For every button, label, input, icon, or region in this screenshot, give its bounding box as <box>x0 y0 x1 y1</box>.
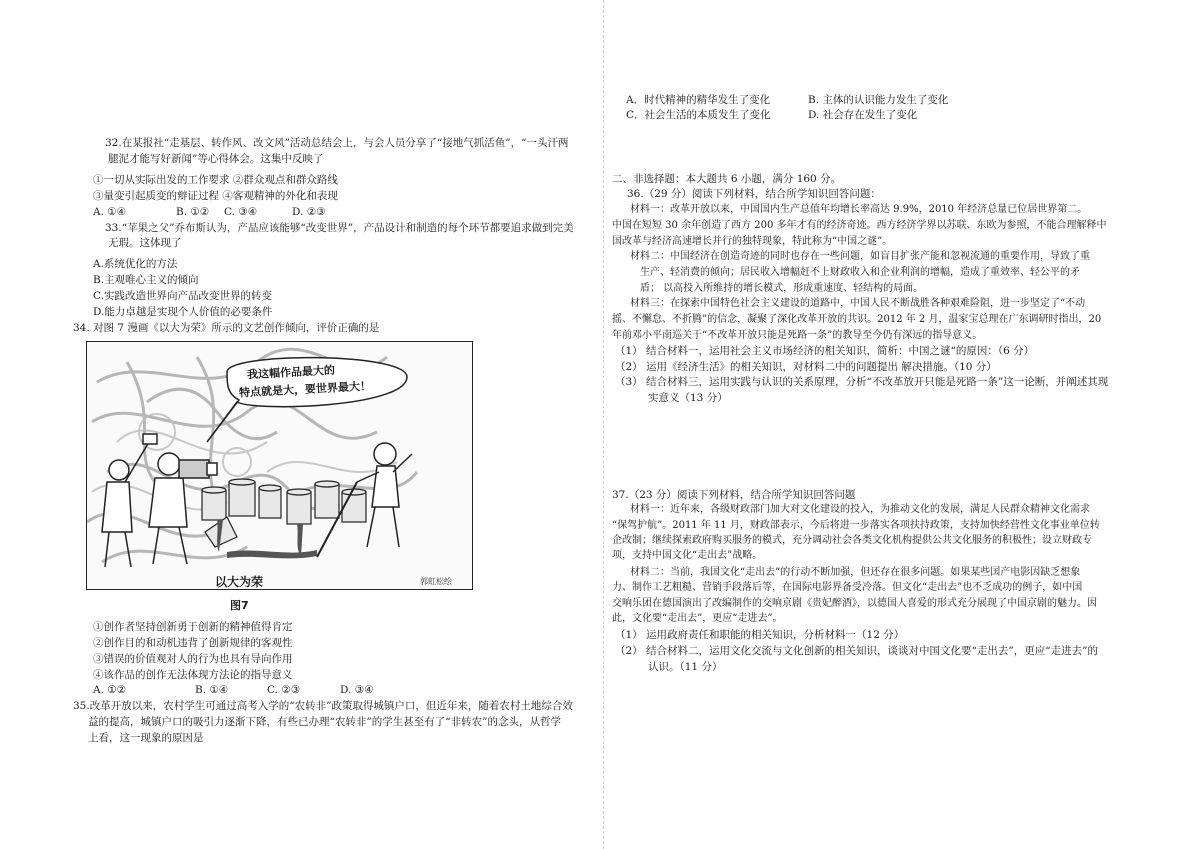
q32-options-row1: ①一切从实际出发的工作要求 ②群众观点和群众路线 <box>93 174 338 186</box>
q33-option-a: A.系统优化的方法 <box>93 258 178 270</box>
q33-option-b: B.主观唯心主义的倾向 <box>93 274 199 286</box>
q33-stem-line1: 33.“苹果之父”乔布斯认为，产品应该能够“改变世界”，产品设计和制造的每个环节都要追求做到完美 <box>105 222 574 234</box>
q34-option-3: ③错误的价值观对人的行为也具有导向作用 <box>93 653 293 665</box>
column-divider <box>603 0 604 849</box>
q36-material3-line3: 年前邓小平南巡关于“不改革开放只能是死路一条”的教导至今仍有深远的指导意义。 <box>612 330 983 341</box>
q33-option-d: D.能力卓越是实现个人价值的必要条件 <box>93 306 273 318</box>
q35-stem-line2: 益的提高，城镇户口的吸引力逐渐下降，有些已办理“农转非”的学生甚至有了“非转农”的念头，从哲学 <box>88 716 561 728</box>
q37-material1-line2: “保驾护航”。2011 年 11 月，财政部表示，今后将进一步落实各项扶持政策，支持加快经营性文化事业单位转 <box>612 520 1100 531</box>
q36-material2-line3: 盾； 以高投入所维持的增长模式，形成重速度、轻结构的局面。 <box>640 283 924 294</box>
q37-subquestion-2-line2: 认识。（11 分） <box>648 661 723 673</box>
q35-option-b: B. 主体的认识能力发生了变化 <box>808 94 949 106</box>
q37-material2-line4: 此，文化要“走出去”，更应“走进去”。 <box>612 613 783 624</box>
cartoon-credit: 郭虹松绘 <box>420 577 452 586</box>
q36-stem: 36.（29 分）阅读下列材料，结合所学知识回答问题： <box>627 188 881 200</box>
q34-answer-a: A. ①② <box>93 684 127 696</box>
section2-heading: 二、非选择题：本大题共 6 小题，满分 160 分。 <box>612 173 842 185</box>
q36-subquestion-3-line1: （3） 结合材料三，运用实践与认识的关系原理，分析“不改革放开只能是死路一条”这一论断，并阐述其现 <box>615 376 1109 388</box>
q33-stem-line2: 无瑕。这体现了 <box>108 237 182 249</box>
q36-material1-line2: 中国在短短 30 余年创造了西方 200 多年才有的经济奇迹。西方经济学界以苏联、东欧为参照，不能合理解释中 <box>612 220 1107 231</box>
q34-option-4: ④该作品的创作无法体现方法论的指导意义 <box>93 669 293 681</box>
q34-answer-b: B. ①④ <box>195 684 229 696</box>
q32-answer-c: C. ③④ <box>224 206 258 218</box>
q34-option-2: ②创作目的和动机违背了创新规律的客观性 <box>93 637 293 649</box>
q36-subquestion-3-line2: 实意义（13 分） <box>648 392 728 404</box>
q32-stem-line2: 腿泥才能写好新闻”等心得体会。这集中反映了 <box>108 153 324 165</box>
cartoon-title: 以大为荣 <box>215 575 264 589</box>
q37-material1-line4: 项，支持中国文化“走出去”战略。 <box>612 550 763 561</box>
q36-material1-line3: 国改革与经济高速增长并行的独特现象，特此称为“中国之谜”。 <box>612 236 893 247</box>
q35-option-a: A．时代精神的精华发生了变化 <box>626 94 771 106</box>
q35-stem-line3: 上看，这一现象的原因是 <box>88 732 204 744</box>
q34-option-1: ①创作者坚持创新勇于创新的精神值得肯定 <box>93 621 293 633</box>
q37-material2-line2: 力、制作工艺粗糙、营销手段落后等，在国际电影界备受冷落。但文化“走出去”也不乏成功的例子，如中国 <box>612 582 1083 593</box>
q37-subquestion-2-line1: （2） 结合材料二，运用文化交流与文化创新的相关知识，谈谈对中国文化要“走出去”，更应“走进去”的 <box>615 645 1098 657</box>
cartoon-image <box>86 341 473 590</box>
q37-material1-line3: 企改制；继续探索政府购买服务的模式，充分调动社会各类文化机构提供公共文化服务的积极性；设立财政专 <box>612 535 1092 546</box>
q35-option-d: D. 社会存在发生了变化 <box>808 109 918 121</box>
q36-material2-line2: 生产、轻消费的倾向；居民收入增幅赶不上财政收入和企业利润的增幅，造成了重效率、轻公平的矛 <box>640 267 1080 278</box>
q32-answer-b: B. ①② <box>176 206 210 218</box>
q35-stem-line1: 35.改革开放以来，农村学生可通过高考入学的“农转非”政策取得城镇户口，但近年来，随着农村土地综合效 <box>73 700 573 712</box>
q37-material2-line1: 材料二：当前，我国文化“走出去”的行动不断加强，但还存在很多问题。如果某些国产电影因缺乏想象 <box>630 567 1081 578</box>
q36-material2-line1: 材料二：中国经济在创造奇迹的同时也存在一些问题，如盲目扩张产能和忽视流通的重要作用，导致了重 <box>630 251 1090 262</box>
q34-answer-d: D. ③④ <box>340 684 374 696</box>
q35-option-c: C．社会生活的本质发生了变化 <box>626 109 771 121</box>
q32-options-row2: ③量变引起质变的辩证过程 ④客观精神的外化和表现 <box>93 190 338 202</box>
q33-option-c: C.实践改造世界向产品改变世界的转变 <box>93 290 272 302</box>
q34-answer-c: C. ②③ <box>267 684 301 696</box>
q37-material2-line3: 交响乐团在德国演出了改编制作的交响京剧《贵妃醉酒》，以德国人喜爱的形式充分展现了中国京剧的魅力。因 <box>612 598 1097 609</box>
q36-material3-line2: 摇、不懈怠、不折腾”的信念，凝聚了深化改革开放的共识。2012 年 2 月，温家宝总理在广东调研时指出，20 <box>612 314 1102 325</box>
q32-stem-line1: 32.在某报社“走基层、转作风、改文风”活动总结会上，与会人员分享了“接地气抓活鱼”，“一头汗两 <box>105 137 569 149</box>
q32-answer-d: D. ②③ <box>292 206 326 218</box>
figure-label: 图7 <box>230 599 249 612</box>
q37-subquestion-1: （1） 运用政府责任和职能的相关知识，分析材料一（12 分） <box>615 629 905 641</box>
q36-subquestion-1: （1） 结合材料一，运用社会主义市场经济的相关知识，简析：中国之谜“的原因：（6 分） <box>615 345 1035 357</box>
q32-answer-a: A. ①④ <box>93 206 127 218</box>
q36-material1-line1: 材料一：改革开放以来，中国国内生产总值年均增长率高达 9.9%，2010 年经济总量已位居世界第二。 <box>630 204 1088 215</box>
speech-bubble-line2: 特点就是大，要世界最大！ <box>238 379 372 400</box>
speech-bubble-line1: 我这幅作品最大的 <box>246 363 336 382</box>
q37-stem: 37.（23 分）阅读下列材料，结合所学知识回答问题 <box>612 489 856 501</box>
q34-stem: 34. 对图 7 漫画《以大为荣》所示的文艺创作倾向，评价正确的是 <box>73 322 380 334</box>
q36-material3-line1: 材料三：在探索中国特色社会主义建设的道路中，中国人民不断战胜各种艰难险阻，进一步坚定了“不动 <box>630 298 1086 309</box>
q37-material1-line1: 材料一：近年来，各级财政部门加大对文化建设的投入，为推动文化的发展，满足人民群众精神文化需求 <box>630 504 1090 515</box>
q36-subquestion-2: （2） 运用《经济生活》的相关知识，对材料二中的问题提出 解决措施。（10 分） <box>615 361 997 373</box>
